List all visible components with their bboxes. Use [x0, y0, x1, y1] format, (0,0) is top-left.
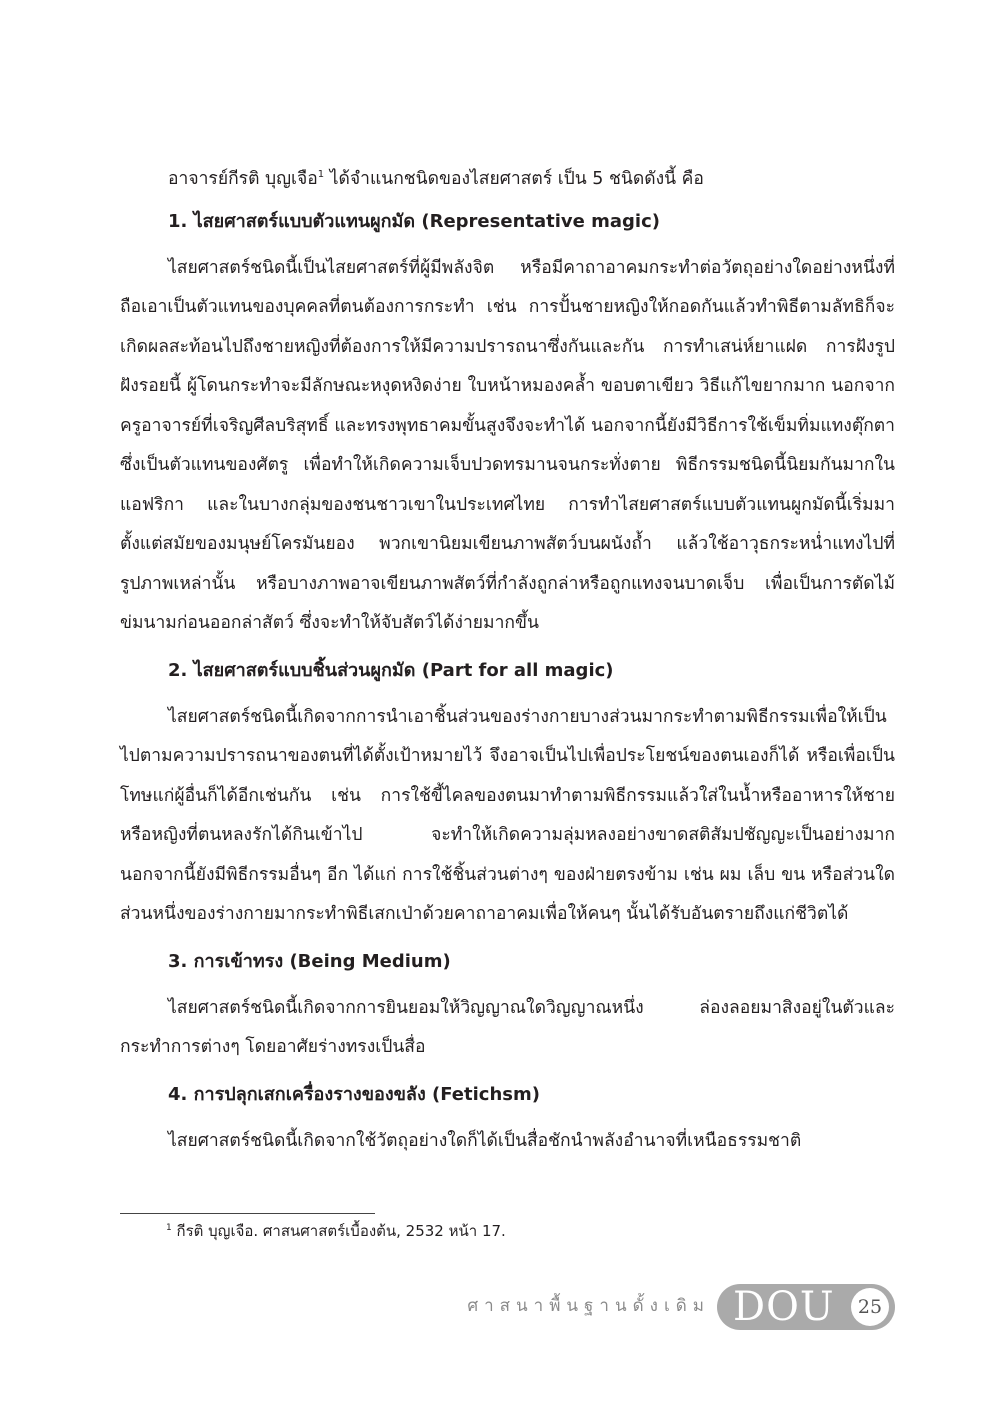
- footnote-reference[interactable]: 1: [317, 169, 325, 181]
- footnote-marker: 1: [166, 1223, 172, 1233]
- section-paragraph-representative-magic: ไสยศาสตร์ชนิดนี้เป็นไสยศาสตร์ที่ผู้มีพลังจิต หรือมีคาถาอาคมกระทำต่อวัตถุอย่างใดอย่างหนึ่งที่ถือเอาเป็นตัวแทนของบุคคลที่ตนต้องการกระทำ เช่น การปั้นชายหญิงให้กอดกันแล้วทำพิธีตามลัทธิก็จะเกิดผลสะท้อนไปถึงชายหญิงที่ต้องการให้มีความปรารถนาซึ่งกันและกัน การทำเสน่ห์ยาแฝด การฝังรูปฝังรอยนี้ ผู้โดนกระทำจะมีลักษณะหงุดหงิดง่าย ใบหน้าหมองคล้ำ ขอบตาเขียว วิธีแก้ไขยากมาก นอกจากครูอาจารย์ที่เจริญศีลบริสุทธิ์ และทรงพุทธาคมขั้นสูงจึงจะทำได้ นอกจากนี้ยังมีวิธีการใช้เข็มทิ่มแทงตุ๊กตา ซึ่งเป็นตัวแทนของศัตรู เพื่อทำให้เกิดความเจ็บปวดทรมานจนกระทั่งตาย พิธีกรรมชนิดนี้นิยมกันมากในแอฟริกา และในบางกลุ่มของชนชาวเขาในประเทศไทย การทำไสยศาสตร์แบบตัวแทนผูกมัดนี้เริ่มมาตั้งแต่สมัยของมนุษย์โครมันยอง พวกเขานิยมเขียนภาพสัตว์บนผนังถ้ำ แล้วใช้อาวุธกระหน่ำแทงไปที่รูปภาพเหล่านั้น หรือบางภาพอาจเขียนภาพสัตว์ที่กำลังถูกล่าหรือถูกแทงจนบาดเจ็บ เพื่อเป็นการตัดไม้ข่มนามก่อนออกล่าสัตว์ ซึ่งจะทำให้จับสัตว์ได้ง่ายมากขึ้น: [120, 257, 895, 633]
- section-paragraph-fetichsm: ไสยศาสตร์ชนิดนี้เกิดจากใช้วัตถุอย่างใดก็ได้เป็นสื่อชักนำพลังอำนาจที่เหนือธรรมชาติ: [168, 1130, 802, 1151]
- dou-logo-badge: [717, 1284, 895, 1330]
- dou-logo-text: DOU: [733, 1284, 835, 1330]
- page-body: [120, 160, 895, 1170]
- page-footer: [440, 1284, 900, 1332]
- page-number: 25: [851, 1288, 889, 1326]
- footnote-text: กีรติ บุญเจือ. ศาสนศาสตร์เบื้องต้น, 2532 หน้า 17.: [171, 1222, 506, 1240]
- footnote: [166, 1220, 506, 1242]
- intro-text-continued: ได้จำแนกชนิดของไสยศาสตร์ เป็น 5 ชนิดดังนี้ คือ: [324, 169, 704, 189]
- section-heading-representative-magic: 1. ไสยศาสตร์แบบตัวแทนผูกมัด (Representative magic): [168, 210, 660, 232]
- section-heading-fetichsm: 4. การปลุกเสกเครื่องรางของขลัง (Fetichsm): [168, 1083, 540, 1105]
- intro-paragraph: [120, 160, 895, 200]
- section-heading-being-medium: 3. การเข้าทรง (Being Medium): [168, 950, 451, 972]
- section-heading-part-for-all-magic: 2. ไสยศาสตร์แบบชิ้นส่วนผูกมัด (Part for all magic): [168, 659, 614, 681]
- footnote-divider: [120, 1213, 375, 1214]
- running-footer-title: ศาสนาพื้นฐานดั้งเดิม: [467, 1296, 710, 1316]
- intro-text: อาจารย์กีรติ บุญเจือ: [168, 169, 318, 189]
- section-paragraph-being-medium: ไสยศาสตร์ชนิดนี้เกิดจากการยินยอมให้วิญญาณใดวิญญาณหนึ่ง ล่องลอยมาสิงอยู่ในตัวและกระทำการต่างๆ โดยอาศัยร่างทรงเป็นสื่อ: [120, 997, 895, 1057]
- section-paragraph-part-for-all-magic: ไสยศาสตร์ชนิดนี้เกิดจากการนำเอาชิ้นส่วนของร่างกายบางส่วนมากระทำตามพิธีกรรมเพื่อให้เป็นไปตามความปรารถนาของตนที่ได้ตั้งเป้าหมายไว้ จึงอาจเป็นไปเพื่อประโยชน์ของตนเองก็ได้ หรือเพื่อเป็นโทษแก่ผู้อื่นก็ได้อีกเช่นกัน เช่น การใช้ขี้ไคลของตนมาทำตามพิธีกรรมแล้วใส่ในน้ำหรืออาหารให้ชายหรือหญิงที่ตนหลงรักได้กินเข้าไป จะทำให้เกิดความลุ่มหลงอย่างขาดสติสัมปชัญญะเป็นอย่างมาก นอกจากนี้ยังมีพิธีกรรมอื่นๆ อีก ได้แก่ การใช้ชิ้นส่วนต่างๆ ของฝ่ายตรงข้าม เช่น ผม เล็บ ขน หรือส่วนใดส่วนหนึ่งของร่างกายมากระทำพิธีเสกเป่าด้วยคาถาอาคมเพื่อให้คนๆ นั้นได้รับอันตรายถึงแก่ชีวิตได้: [120, 706, 895, 924]
